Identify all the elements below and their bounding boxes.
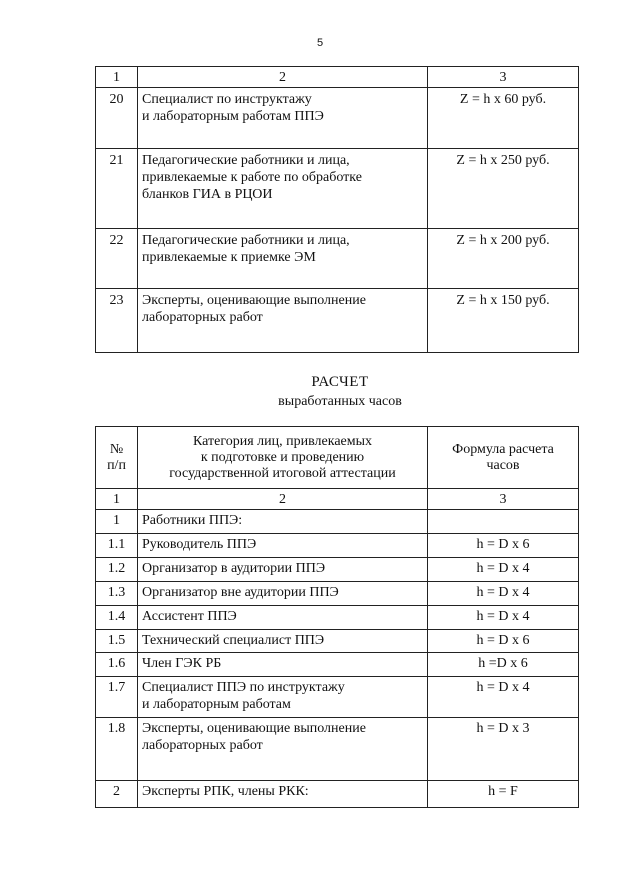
row-number: 22: [96, 229, 138, 289]
header-line: Категория лиц, привлекаемых: [192, 433, 373, 449]
category-line: Педагогические работники и лица,: [142, 153, 350, 168]
formula-cell: Z = h x 200 руб.: [428, 229, 579, 289]
header-cell: 3: [428, 67, 579, 88]
row-number: 1.2: [96, 558, 138, 582]
formula-cell: h =D x 6: [428, 653, 579, 677]
row-number: 1.1: [96, 534, 138, 558]
formula-cell: h = D x 6: [428, 630, 579, 653]
category-cell: Организатор в аудитории ППЭ: [138, 558, 428, 582]
category-line: Специалист по инструктажу: [142, 92, 312, 107]
row-number: 1.5: [96, 630, 138, 653]
header-cell: 1: [96, 67, 138, 88]
category-cell: Член ГЭК РБ: [138, 653, 428, 677]
table-row: [96, 88, 579, 149]
formula-cell: Z = h x 150 руб.: [428, 289, 579, 353]
row-number: 23: [96, 289, 138, 353]
row-number: 1.3: [96, 582, 138, 606]
formula-cell: h = D x 4: [428, 677, 579, 718]
category-line: привлекаемые к приемке ЭМ: [142, 250, 316, 265]
hours-table: [95, 426, 579, 808]
table-row: [96, 534, 579, 558]
category-line: Специалист ППЭ по инструктажу: [142, 680, 345, 695]
formula-cell: Z = h x 60 руб.: [428, 88, 579, 149]
category-line: бланков ГИА в РЦОИ: [142, 187, 273, 202]
header-cell: 1: [96, 489, 138, 510]
category-cell: [138, 677, 428, 718]
row-number: 1: [96, 510, 138, 534]
category-line: привлекаемые к работе по обработке: [142, 170, 362, 185]
table-row: [96, 149, 579, 229]
formula-column-header: [428, 427, 579, 489]
table-header-row: [96, 67, 579, 88]
category-column-header: [138, 427, 428, 489]
category-line: и лабораторным работам: [142, 697, 291, 712]
category-cell: Технический специалист ППЭ: [138, 630, 428, 653]
header-line: №: [109, 441, 124, 457]
table-row: [96, 229, 579, 289]
table-row: [96, 582, 579, 606]
header-line: часов: [486, 457, 520, 473]
row-number: 20: [96, 88, 138, 149]
row-number: 2: [96, 781, 138, 808]
row-number: 1.8: [96, 718, 138, 781]
category-cell: Организатор вне аудитории ППЭ: [138, 582, 428, 606]
table-row: [96, 653, 579, 677]
category-cell: [138, 88, 428, 149]
table-row: [96, 630, 579, 653]
row-number: 1.7: [96, 677, 138, 718]
header-line: п/п: [107, 457, 126, 473]
formula-cell: h = D x 4: [428, 582, 579, 606]
formula-cell: h = D x 4: [428, 558, 579, 582]
header-cell: 2: [138, 67, 428, 88]
table-row: [96, 289, 579, 353]
row-number: 21: [96, 149, 138, 229]
section-title: РАСЧЕТ: [311, 374, 369, 390]
formula-cell: h = F: [428, 781, 579, 808]
category-line: и лабораторным работам ППЭ: [142, 109, 324, 124]
category-line: Педагогические работники и лица,: [142, 233, 350, 248]
section-subtitle: выработанных часов: [278, 394, 402, 409]
formula-cell: [428, 510, 579, 534]
formula-cell: h = D x 6: [428, 534, 579, 558]
category-line: лабораторных работ: [142, 310, 263, 325]
header-line: Формула расчета: [452, 441, 554, 457]
page-number: 5: [316, 37, 324, 49]
rates-table: [95, 66, 579, 353]
category-line: Эксперты, оценивающие выполнение: [142, 293, 366, 308]
number-column-header: [96, 427, 138, 489]
category-cell: Ассистент ППЭ: [138, 606, 428, 630]
table-row: [96, 510, 579, 534]
table-row: [96, 558, 579, 582]
header-cell: 3: [428, 489, 579, 510]
category-line: лабораторных работ: [142, 738, 263, 753]
table-row: [96, 781, 579, 808]
category-cell: [138, 229, 428, 289]
row-number: 1.6: [96, 653, 138, 677]
category-cell: Эксперты РПК, члены РКК:: [138, 781, 428, 808]
formula-cell: Z = h x 250 руб.: [428, 149, 579, 229]
header-line: государственной итоговой аттестации: [169, 465, 396, 481]
table-header-row: [96, 489, 579, 510]
row-number: 1.4: [96, 606, 138, 630]
category-cell: Работники ППЭ:: [138, 510, 428, 534]
formula-cell: h = D x 4: [428, 606, 579, 630]
header-line: к подготовке и проведению: [200, 449, 365, 465]
category-cell: Руководитель ППЭ: [138, 534, 428, 558]
formula-cell: h = D x 3: [428, 718, 579, 781]
table-row: [96, 718, 579, 781]
category-cell: [138, 289, 428, 353]
category-cell: [138, 718, 428, 781]
category-cell: [138, 149, 428, 229]
table-row: [96, 606, 579, 630]
table-row: [96, 677, 579, 718]
header-cell: 2: [138, 489, 428, 510]
table-head-row: [96, 427, 579, 489]
category-line: Эксперты, оценивающие выполнение: [142, 721, 366, 736]
